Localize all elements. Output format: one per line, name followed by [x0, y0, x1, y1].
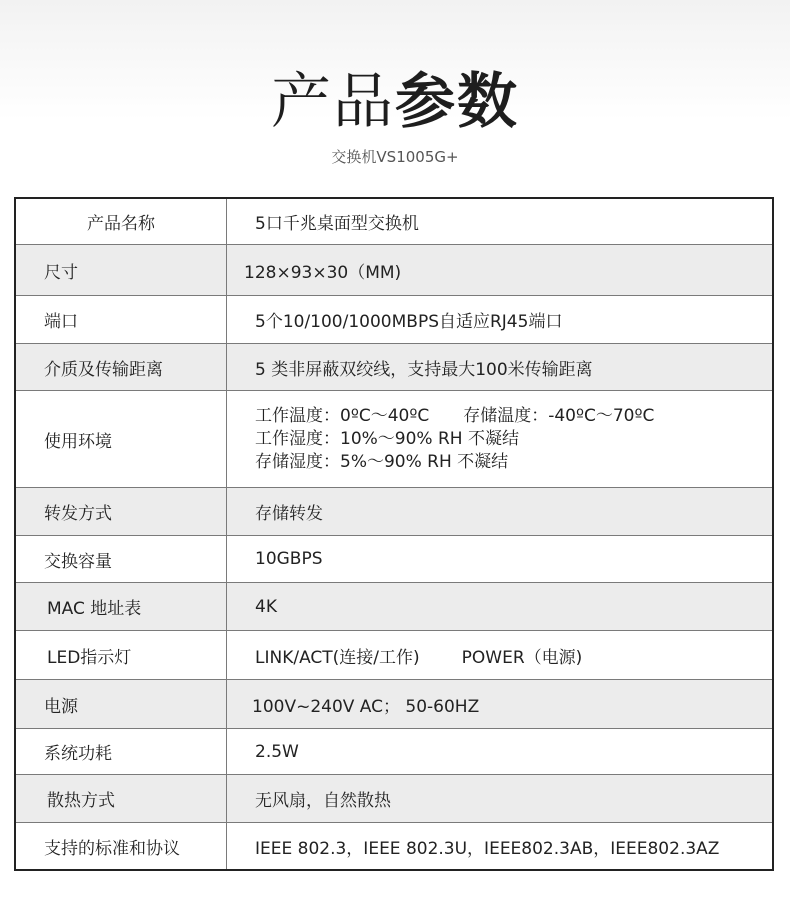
spec-value: IEEE 802.3，IEEE 802.3U，IEEE802.3AB，IEEE802.3AZ	[255, 838, 720, 859]
spec-value	[227, 391, 772, 487]
spec-row-environment	[16, 391, 772, 488]
page-title	[0, 66, 790, 138]
spec-row-switching-capacity	[16, 536, 772, 583]
spec-value: 128×93×30（MM)	[244, 262, 402, 283]
spec-label: 散热方式	[16, 775, 227, 822]
spec-row-medium	[16, 344, 772, 391]
spec-value: 5个10/100/1000MBPS自适应RJ45端口	[255, 312, 563, 332]
spec-value: 无风扇，自然散热	[255, 791, 391, 811]
spec-label: 产品名称	[16, 199, 227, 244]
spec-row-led	[16, 631, 772, 680]
spec-value: 5口千兆桌面型交换机	[255, 214, 419, 234]
spec-value: 100V~240V AC； 50-60HZ	[252, 696, 480, 717]
spec-row-forwarding	[16, 488, 772, 536]
spec-label: 介质及传输距离	[16, 344, 227, 390]
environment-lines	[227, 405, 654, 474]
spec-row-power-consumption	[16, 729, 772, 775]
spec-label: 电源	[16, 680, 227, 728]
spec-row-product-name	[16, 199, 772, 245]
spec-value: 存储转发	[255, 504, 323, 524]
spec-label: 支持的标准和协议	[16, 823, 227, 869]
page-title-light: 产品	[271, 67, 395, 137]
spec-label: 尺寸	[16, 245, 227, 295]
spec-label: 系统功耗	[16, 729, 227, 774]
environment-line-storage-humidity: 存储湿度：5%～90% RH 不凝结	[255, 451, 509, 472]
page-header	[0, 0, 790, 195]
spec-label: LED指示灯	[16, 631, 227, 679]
spec-row-cooling	[16, 775, 772, 823]
spec-row-ports	[16, 296, 772, 344]
spec-value: 5 类非屏蔽双绞线，支持最大100米传输距离	[255, 359, 593, 380]
spec-label: 端口	[16, 296, 227, 343]
page-title-bold: 参数	[395, 67, 519, 137]
product-model-subtitle: 交换机VS1005G+	[331, 148, 459, 166]
environment-line-work-humidity: 工作湿度：10%～90% RH 不凝结	[255, 428, 519, 449]
spec-row-power	[16, 680, 772, 729]
spec-label: 交换容量	[16, 536, 227, 582]
spec-row-mac-table	[16, 583, 772, 631]
spec-value: 2.5W	[255, 741, 299, 762]
spec-table	[14, 197, 774, 871]
spec-row-size	[16, 245, 772, 296]
spec-label: MAC 地址表	[16, 583, 227, 630]
spec-value: 10GBPS	[255, 549, 323, 569]
spec-label: 转发方式	[16, 488, 227, 535]
spec-label: 使用环境	[16, 391, 227, 487]
spec-value: LINK/ACT(连接/工作) POWER（电源)	[255, 647, 583, 668]
environment-line-temperature: 工作温度：0ºC～40ºC 存储温度：-40ºC～70ºC	[255, 405, 655, 426]
spec-row-standards	[16, 823, 772, 869]
spec-value: 4K	[255, 596, 277, 617]
